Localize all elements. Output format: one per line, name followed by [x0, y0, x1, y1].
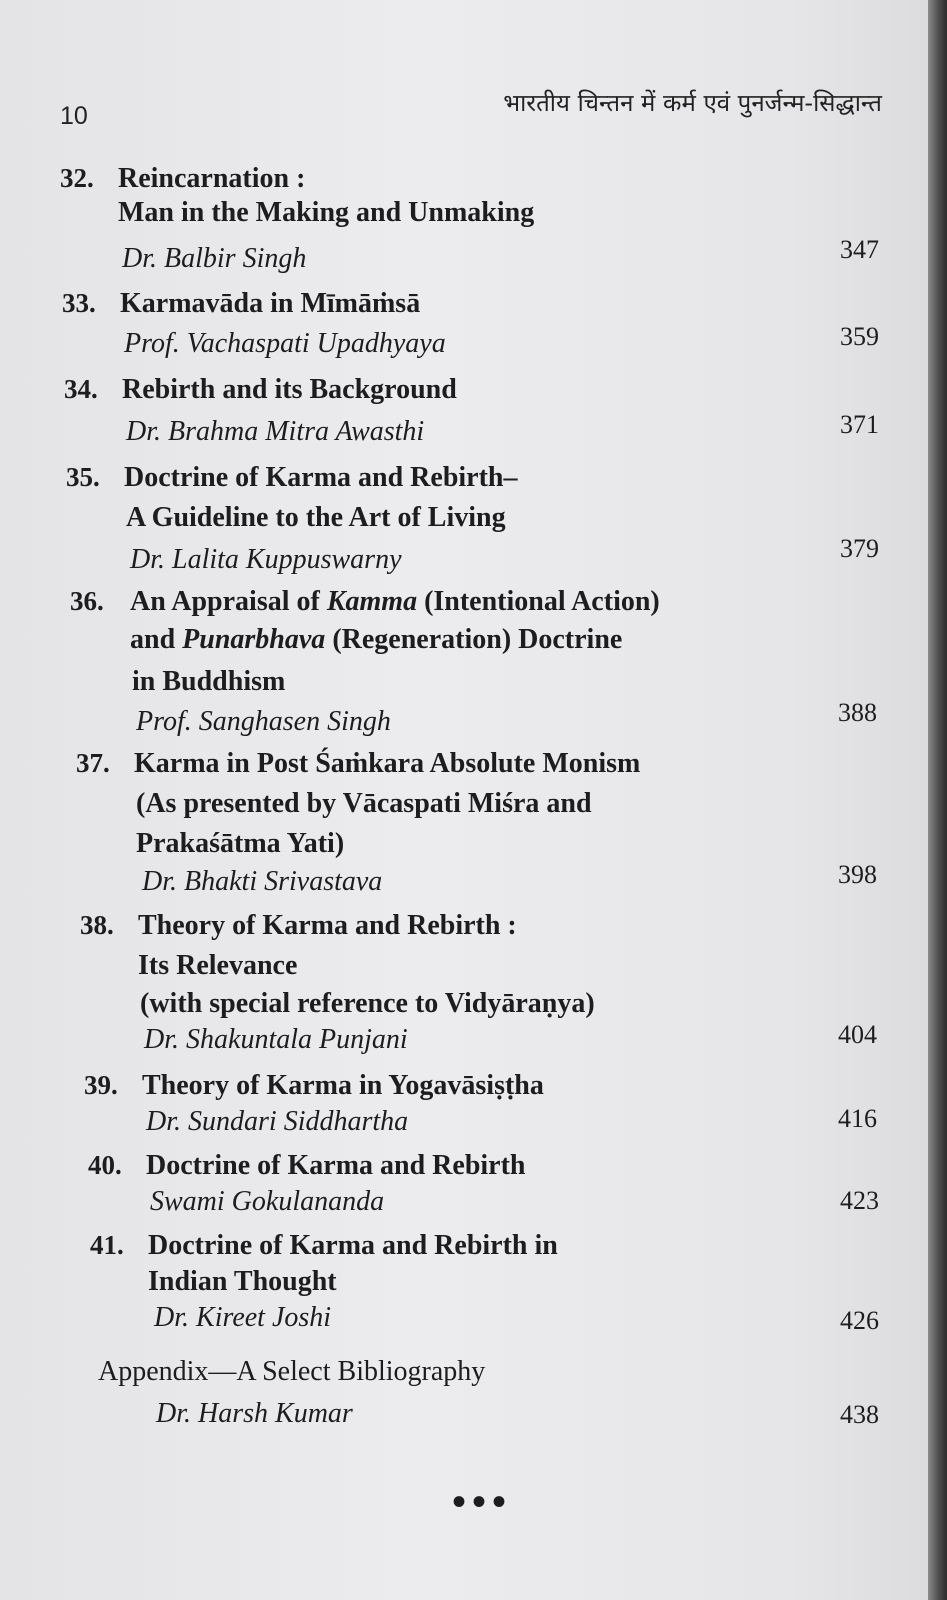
- entry-page: 371: [840, 410, 879, 439]
- entry-author: Dr. Balbir Singh: [122, 243, 307, 274]
- book-edge-shadow: [928, 0, 947, 1600]
- entry-title-line: Its Relevance: [138, 950, 298, 981]
- entry-title-line: Man in the Making and Unmaking: [118, 197, 535, 228]
- entry-page: 404: [838, 1020, 877, 1049]
- entry-title-line: An Appraisal of Kamma (Intentional Action): [130, 586, 660, 617]
- entry-author: Dr. Brahma Mitra Awasthi: [126, 416, 425, 447]
- entry-page: 347: [840, 235, 879, 264]
- entry-title-line: Doctrine of Karma and Rebirth–: [124, 462, 518, 493]
- appendix-author: Dr. Harsh Kumar: [156, 1398, 353, 1429]
- appendix-page: 438: [840, 1400, 879, 1429]
- entry-number: 34.: [64, 374, 98, 404]
- entry-page: 388: [838, 698, 877, 727]
- entry-number: 37.: [76, 748, 110, 778]
- entry-number: 33.: [62, 288, 96, 318]
- entry-author: Dr. Kireet Joshi: [154, 1302, 332, 1333]
- entry-title-line: Karma in Post Śaṁkara Absolute Monism: [134, 748, 641, 779]
- entry-title-line: Karmavāda in Mīmāṁsā: [120, 288, 421, 319]
- entry-title-line: Indian Thought: [148, 1266, 337, 1297]
- entry-page: 379: [840, 534, 879, 563]
- entry-author: Dr. Shakuntala Punjani: [144, 1024, 408, 1055]
- entry-title-line: A Guideline to the Art of Living: [126, 502, 506, 533]
- entry-title-line: Theory of Karma and Rebirth :: [138, 910, 517, 941]
- entry-number: 41.: [90, 1230, 124, 1260]
- entry-title-line: and Punarbhava (Regeneration) Doctrine: [130, 624, 623, 655]
- entry-title-line: Theory of Karma in Yogavāsiṣṭha: [142, 1070, 544, 1101]
- entry-number: 39.: [84, 1070, 118, 1100]
- entry-number: 32.: [60, 163, 94, 193]
- appendix-title: Appendix—A Select Bibliography: [98, 1356, 486, 1387]
- running-title: भारतीय चिन्तन में कर्म एवं पुनर्जन्म-सिद्धान्त: [503, 89, 882, 117]
- entry-title-line: Rebirth and its Background: [122, 374, 457, 405]
- entry-number: 38.: [80, 910, 114, 940]
- entry-title-line: (As presented by Vācaspati Miśra and: [136, 788, 592, 819]
- entry-page: 359: [840, 322, 879, 351]
- entry-title-line: Prakaśātma Yati): [136, 828, 345, 859]
- entry-page: 416: [838, 1104, 877, 1133]
- entry-page: 423: [840, 1186, 879, 1215]
- entry-title-line: Doctrine of Karma and Rebirth in: [148, 1230, 558, 1261]
- end-mark: •••: [452, 1479, 513, 1524]
- entry-number: 36.: [70, 586, 104, 616]
- entry-author: Prof. Vachaspati Upadhyaya: [124, 328, 446, 359]
- entry-author: Dr. Sundari Siddhartha: [146, 1106, 409, 1137]
- entry-author: Dr. Lalita Kuppuswarny: [130, 544, 402, 575]
- entry-number: 40.: [88, 1150, 122, 1180]
- page-number: 10: [60, 102, 88, 130]
- entry-author: Dr. Bhakti Srivastava: [142, 866, 383, 897]
- entry-author: Swami Gokulananda: [150, 1186, 385, 1217]
- entry-title-line: Doctrine of Karma and Rebirth: [146, 1150, 526, 1181]
- entry-page: 398: [838, 860, 877, 889]
- entry-author: Prof. Sanghasen Singh: [136, 706, 391, 737]
- entry-page: 426: [840, 1306, 879, 1335]
- entry-title-line: Reincarnation :: [118, 163, 306, 194]
- entry-title-line: in Buddhism: [132, 666, 286, 697]
- entry-number: 35.: [66, 462, 100, 492]
- entry-title-line: (with special reference to Vidyāraṇya): [140, 988, 595, 1019]
